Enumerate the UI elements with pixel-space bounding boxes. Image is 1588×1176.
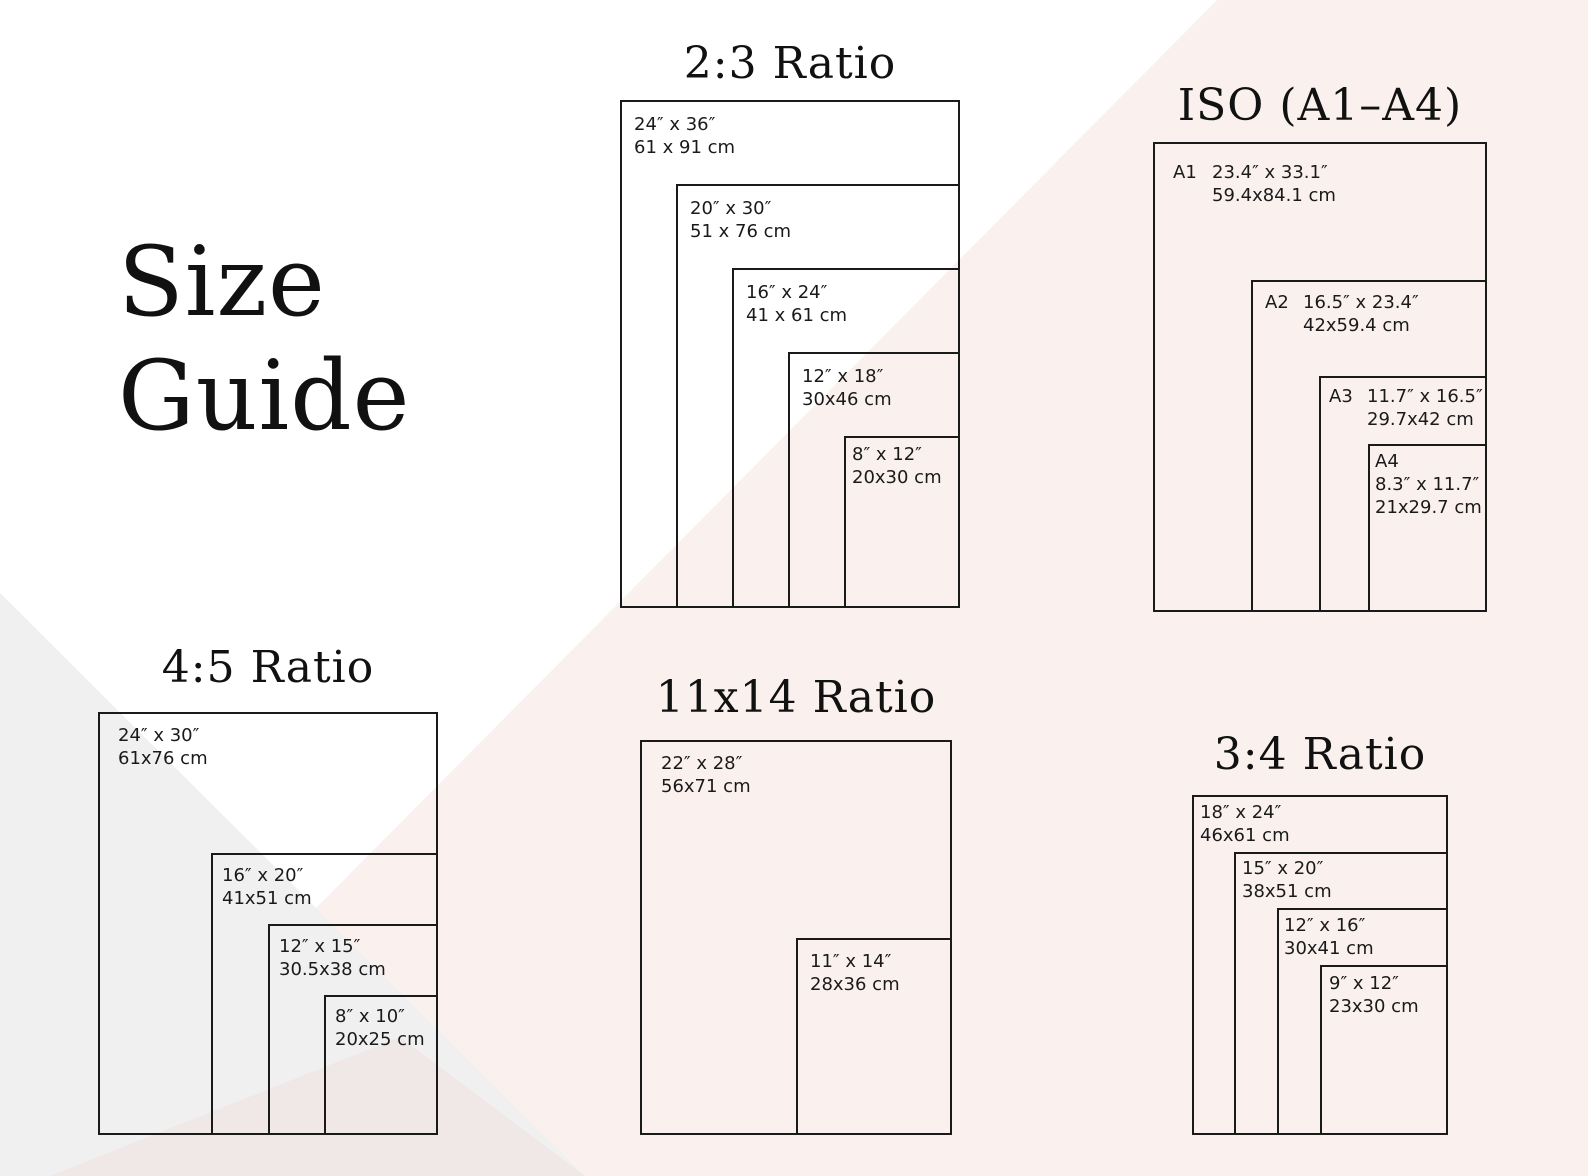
iso-group	[1153, 80, 1487, 613]
size-label-11x14	[810, 950, 900, 996]
size-label-a4	[1375, 450, 1482, 519]
ratio-2-3-group	[620, 38, 960, 613]
size-label-a1	[1212, 161, 1336, 207]
size-cm: 41 x 61 cm	[746, 305, 848, 326]
size-cm: 30x46 cm	[802, 389, 892, 410]
size-inches: 23.4″ x 33.1″	[1212, 162, 1328, 183]
size-inches: 11″ x 14″	[810, 951, 892, 972]
page-title-line-1: Size	[118, 226, 326, 338]
size-label-9x12	[1329, 972, 1419, 1018]
size-label-24x36	[634, 113, 735, 159]
size-label-a3	[1367, 385, 1483, 431]
size-cm: 28x36 cm	[810, 974, 900, 995]
size-inches: 24″ x 30″	[118, 725, 200, 746]
size-label-16x24	[746, 281, 847, 327]
size-cm: 20x25 cm	[335, 1029, 425, 1050]
iso-code-a1: A1	[1173, 162, 1197, 183]
ratio-2-3-title: 2:3 Ratio	[683, 38, 897, 89]
size-cm: 51 x 76 cm	[690, 221, 792, 242]
size-cm: 61 x 91 cm	[634, 137, 736, 158]
size-inches: 8″ x 12″	[852, 444, 922, 465]
size-cm: 59.4x84.1 cm	[1212, 185, 1336, 206]
size-cm: 30x41 cm	[1284, 938, 1374, 959]
size-inches: 9″ x 12″	[1329, 973, 1399, 994]
iso-code-a3: A3	[1329, 386, 1353, 407]
size-cm: 41x51 cm	[222, 888, 312, 909]
size-label-a2	[1303, 291, 1419, 337]
size-label-24x30	[118, 724, 208, 770]
size-label-12x16	[1284, 914, 1374, 960]
size-inches: 15″ x 20″	[1242, 858, 1324, 879]
size-label-8x12	[852, 443, 942, 489]
iso-code-a4: A4	[1375, 451, 1399, 472]
size-inches: 12″ x 16″	[1284, 915, 1366, 936]
iso-code-a2: A2	[1265, 292, 1289, 313]
size-label-22x28	[661, 752, 751, 798]
iso-title: ISO (A1–A4)	[1177, 80, 1463, 131]
page-title	[118, 225, 410, 453]
size-inches: 18″ x 24″	[1200, 802, 1282, 823]
page-title-line-2: Guide	[118, 340, 411, 452]
size-cm: 42x59.4 cm	[1303, 315, 1410, 336]
size-cm: 30.5x38 cm	[279, 959, 386, 980]
size-label-20x30	[690, 197, 791, 243]
size-inches: 11.7″ x 16.5″	[1367, 386, 1483, 407]
ratio-11x14-title: 11x14 Ratio	[655, 672, 937, 723]
ratio-3-4-title: 3:4 Ratio	[1213, 729, 1427, 780]
ratio-11x14-group	[640, 672, 952, 1136]
ratio-4-5-group	[98, 642, 438, 1136]
ratio-3-4-group	[1192, 729, 1448, 1136]
size-inches: 8.3″ x 11.7″	[1375, 474, 1480, 495]
size-cm: 61x76 cm	[118, 748, 208, 769]
size-inches: 12″ x 15″	[279, 936, 361, 957]
size-inches: 16″ x 20″	[222, 865, 304, 886]
size-inches: 8″ x 10″	[335, 1006, 405, 1027]
size-label-12x18	[802, 365, 892, 411]
size-cm: 38x51 cm	[1242, 881, 1332, 902]
size-label-16x20	[222, 864, 312, 910]
size-cm: 56x71 cm	[661, 776, 751, 797]
size-cm: 29.7x42 cm	[1367, 409, 1474, 430]
size-label-12x15	[279, 935, 386, 981]
size-inches: 12″ x 18″	[802, 366, 884, 387]
size-cm: 23x30 cm	[1329, 996, 1419, 1017]
size-cm: 46x61 cm	[1200, 825, 1290, 846]
size-inches: 22″ x 28″	[661, 753, 743, 774]
size-inches: 16.5″ x 23.4″	[1303, 292, 1419, 313]
size-inches: 24″ x 36″	[634, 114, 716, 135]
size-inches: 20″ x 30″	[690, 198, 772, 219]
size-inches: 16″ x 24″	[746, 282, 828, 303]
size-label-8x10	[335, 1005, 425, 1051]
size-cm: 20x30 cm	[852, 467, 942, 488]
size-cm: 21x29.7 cm	[1375, 497, 1482, 518]
size-label-18x24	[1200, 801, 1290, 847]
size-label-15x20	[1242, 857, 1332, 903]
ratio-4-5-title: 4:5 Ratio	[161, 642, 375, 693]
